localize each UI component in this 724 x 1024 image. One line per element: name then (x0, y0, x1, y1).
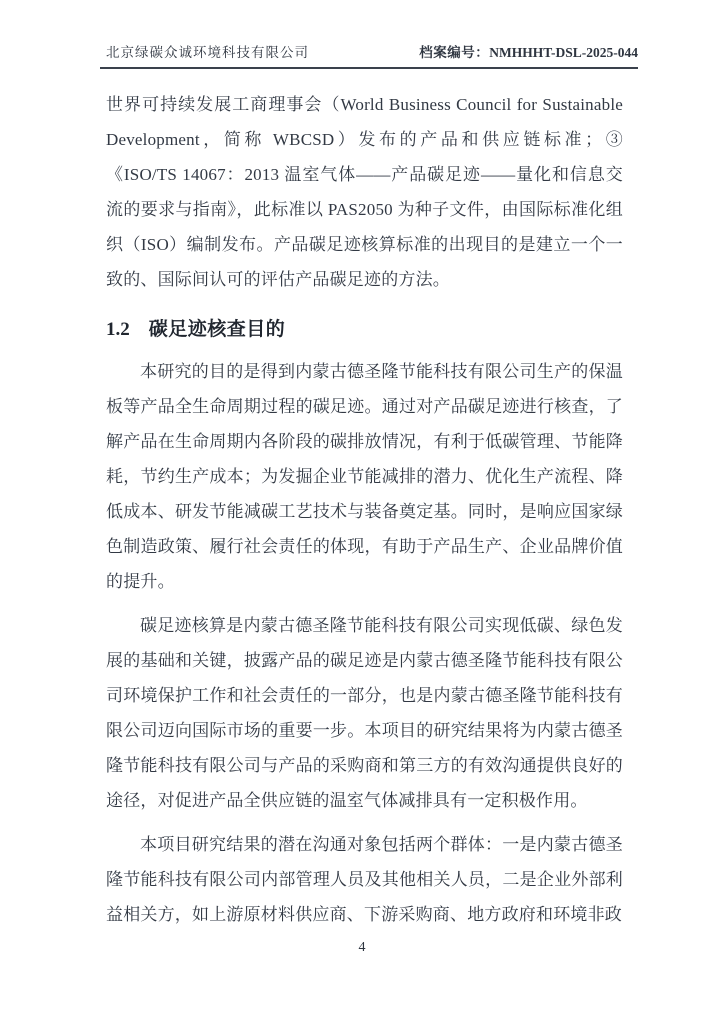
section-heading-1-2 (106, 316, 623, 344)
document-body (106, 87, 623, 932)
paragraph-research-purpose: 本研究的目的是得到内蒙古德圣隆节能科技有限公司生产的保温板等产品全生命周期过程的碳足迹。通过对产品碳足迹进行核查，了解产品在生命周期内各阶段的碳排放情况，有利于低碳管理、节能降耗，节约生产成本；为发掘企业节能减排的潜力、优化生产流程、降低成本、研发节能减碳工艺技术与装备奠定基。同时，是响应国家绿色制造政策、履行社会责任的体现，有助于产品生产、企业品牌价值的提升。 (106, 362, 623, 591)
page-header (100, 44, 638, 69)
header-doc-number (419, 44, 638, 62)
page-footer (0, 938, 724, 958)
section-number: 1.2 (106, 319, 130, 340)
paragraph-standards-continued: 世界可持续发展工商理事会（World Business Council for Sustainable Development，简称 WBCSD）发布的产品和供应链标准；③《ISO/TS 14067：2013 温室气体——产品碳足迹——量化和信息交流的要求与指南》，此标准以 PAS2050 为种子文件，由国际标准化组织（ISO）编制发布。产品碳足迹核算标准的出现目的是建立一个一致的、国际间认可的评估产品碳足迹的方法。 (106, 95, 623, 289)
paragraph-communication-audience: 本项目研究结果的潜在沟通对象包括两个群体：一是内蒙古德圣隆节能科技有限公司内部管理人员及其他相关人员，二是企业外部利益相关方，如上游原材料供应商、下游采购商、地方政府和环境非政 (106, 835, 623, 924)
section-title: 碳足迹核查目的 (148, 319, 286, 340)
doc-number-value: NMHHHT-DSL-2025-044 (489, 45, 638, 60)
doc-number-label: 档案编号： (419, 45, 490, 60)
page-number: 4 (358, 940, 366, 955)
paragraph-accounting-significance: 碳足迹核算是内蒙古德圣隆节能科技有限公司实现低碳、绿色发展的基础和关键，披露产品的碳足迹是内蒙古德圣隆节能科技有限公司环境保护工作和社会责任的一部分，也是内蒙古德圣隆节能科技有限公司迈向国际市场的重要一步。本项目的研究结果将为内蒙古德圣隆节能科技有限公司与产品的采购商和第三方的有效沟通提供良好的途径，对促进产品全供应链的温室气体减排具有一定积极作用。 (106, 616, 623, 810)
header-company-name: 北京绿碳众诚环境科技有限公司 (106, 45, 309, 60)
